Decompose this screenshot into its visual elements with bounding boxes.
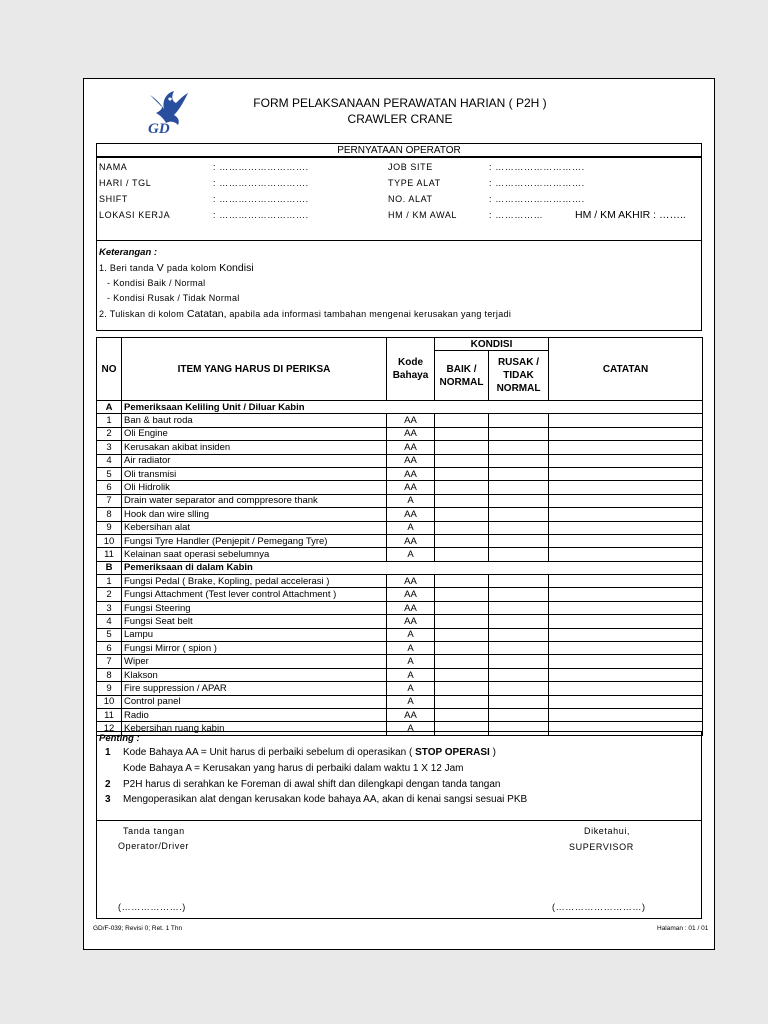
table-row: [97, 414, 703, 427]
section-row: [97, 401, 703, 414]
row-item: Kebersihan alat: [122, 521, 387, 534]
table-row: [97, 467, 703, 480]
header-catatan: CATATAN: [549, 338, 703, 401]
row-number: 7: [97, 655, 122, 668]
row-item: Oli transmisi: [122, 467, 387, 480]
keterangan-box: [96, 240, 702, 331]
row-baik-checkbox[interactable]: [435, 414, 489, 427]
row-kode-bahaya: AA: [387, 588, 435, 601]
row-number: 10: [97, 534, 122, 547]
table-row: [97, 534, 703, 547]
row-rusak-checkbox[interactable]: [489, 615, 549, 628]
penting-title: Penting :: [99, 733, 140, 744]
operator-section-title: PERNYATAAN OPERATOR: [96, 143, 702, 157]
supervisor-signature-blank[interactable]: (………………………): [552, 902, 646, 912]
row-number: 1: [97, 575, 122, 588]
row-item: Air radiator: [122, 454, 387, 467]
row-item: Hook dan wire slling: [122, 508, 387, 521]
shift-label: SHIFT: [99, 194, 128, 204]
penting-number-2: 2: [105, 779, 111, 790]
row-number: 1: [97, 414, 122, 427]
row-baik-checkbox[interactable]: [435, 534, 489, 547]
keterangan-line-4-pre: 2. Tuliskan di kolom: [99, 309, 185, 319]
section-code: B: [97, 561, 122, 574]
row-baik-checkbox[interactable]: [435, 508, 489, 521]
row-catatan-field[interactable]: [549, 508, 703, 521]
keterangan-catatan-word: Catatan,: [186, 308, 227, 320]
hm-akhir-field[interactable]: HM / KM AKHIR : ……..: [575, 209, 686, 221]
row-item: Control panel: [122, 695, 387, 708]
form-page: [83, 78, 715, 950]
signature-box: [96, 820, 702, 919]
penting-line-1-pre: Kode Bahaya AA = Unit harus di perbaiki sebelum di operasikan (: [123, 747, 413, 758]
row-rusak-checkbox[interactable]: [489, 682, 549, 695]
keterangan-v-mark: V: [156, 262, 165, 274]
table-row: [97, 441, 703, 454]
row-kode-bahaya: AA: [387, 441, 435, 454]
row-item: Fungsi Attachment (Test lever control Attachment ): [122, 588, 387, 601]
row-catatan-field[interactable]: [549, 668, 703, 681]
keterangan-line-4: [99, 308, 511, 320]
keterangan-line-3: - Kondisi Rusak / Tidak Normal: [107, 293, 240, 303]
row-item: Kerusakan akibat insiden: [122, 441, 387, 454]
row-catatan-field[interactable]: [549, 534, 703, 547]
table-row: [97, 642, 703, 655]
row-kode-bahaya: AA: [387, 601, 435, 614]
row-catatan-field[interactable]: [549, 628, 703, 641]
form-title: FORM PELAKSANAAN PERAWATAN HARIAN ( P2H ): [253, 96, 547, 110]
row-rusak-checkbox[interactable]: [489, 414, 549, 427]
inspection-table-body: [97, 401, 703, 736]
row-rusak-checkbox[interactable]: [489, 575, 549, 588]
keterangan-title: Keterangan :: [99, 247, 158, 258]
row-rusak-checkbox[interactable]: [489, 534, 549, 547]
row-kode-bahaya: AA: [387, 708, 435, 721]
row-rusak-checkbox[interactable]: [489, 427, 549, 440]
table-row: [97, 588, 703, 601]
row-rusak-checkbox[interactable]: [489, 588, 549, 601]
row-catatan-field[interactable]: [549, 642, 703, 655]
row-kode-bahaya: AA: [387, 615, 435, 628]
row-kode-bahaya: AA: [387, 467, 435, 480]
nama-label: NAMA: [99, 162, 128, 172]
shift-field[interactable]: : ……………………….: [213, 194, 309, 204]
table-row: [97, 508, 703, 521]
row-kode-bahaya: A: [387, 494, 435, 507]
lokasi-kerja-field[interactable]: : ……………………….: [213, 210, 309, 220]
table-row: [97, 668, 703, 681]
hari-tgl-field[interactable]: : ……………………….: [213, 178, 309, 188]
row-item: Fungsi Tyre Handler (Penjepit / Pemegang Tyre): [122, 534, 387, 547]
row-baik-checkbox[interactable]: [435, 427, 489, 440]
row-rusak-checkbox[interactable]: [489, 481, 549, 494]
row-rusak-checkbox[interactable]: [489, 521, 549, 534]
table-row: [97, 708, 703, 721]
row-rusak-checkbox[interactable]: [489, 628, 549, 641]
row-item: Drain water separator and comppresore thank: [122, 494, 387, 507]
operator-signature-blank[interactable]: (……………….): [118, 902, 186, 912]
table-row: [97, 521, 703, 534]
diketahui-label: Diketahui,: [584, 826, 631, 836]
row-catatan-field[interactable]: [549, 427, 703, 440]
row-kode-bahaya: A: [387, 682, 435, 695]
no-alat-field[interactable]: : ……………………….: [489, 194, 585, 204]
row-number: 2: [97, 588, 122, 601]
row-kode-bahaya: A: [387, 548, 435, 561]
penting-line-1-post: ): [492, 747, 496, 758]
row-catatan-field[interactable]: [549, 682, 703, 695]
row-catatan-field[interactable]: [549, 655, 703, 668]
penting-number-3: 3: [105, 794, 111, 805]
row-baik-checkbox[interactable]: [435, 628, 489, 641]
nama-field[interactable]: : ……………………….: [213, 162, 309, 172]
header-baik-normal: BAIK / NORMAL: [435, 351, 489, 401]
row-item: Fungsi Mirror ( spion ): [122, 642, 387, 655]
table-row: [97, 601, 703, 614]
inspection-table: [96, 337, 703, 736]
tanda-tangan-label: Tanda tangan: [123, 826, 185, 836]
row-number: 3: [97, 441, 122, 454]
row-baik-checkbox[interactable]: [435, 642, 489, 655]
row-baik-checkbox[interactable]: [435, 601, 489, 614]
row-catatan-field[interactable]: [549, 521, 703, 534]
row-number: 10: [97, 695, 122, 708]
row-baik-checkbox[interactable]: [435, 615, 489, 628]
section-title: Pemeriksaan di dalam Kabin: [122, 561, 703, 574]
section-code: A: [97, 401, 122, 414]
row-kode-bahaya: AA: [387, 427, 435, 440]
row-kode-bahaya: A: [387, 695, 435, 708]
row-kode-bahaya: AA: [387, 575, 435, 588]
row-item: Fungsi Pedal ( Brake, Kopling, pedal accelerasi ): [122, 575, 387, 588]
table-row: [97, 682, 703, 695]
row-baik-checkbox[interactable]: [435, 481, 489, 494]
row-kode-bahaya: A: [387, 521, 435, 534]
row-baik-checkbox[interactable]: [435, 441, 489, 454]
row-number: 7: [97, 494, 122, 507]
row-number: 6: [97, 481, 122, 494]
row-kode-bahaya: A: [387, 628, 435, 641]
row-number: 9: [97, 682, 122, 695]
penting-box: [96, 731, 702, 821]
row-catatan-field[interactable]: [549, 481, 703, 494]
row-rusak-checkbox[interactable]: [489, 642, 549, 655]
row-kode-bahaya: A: [387, 642, 435, 655]
row-item: Ban & baut roda: [122, 414, 387, 427]
row-baik-checkbox[interactable]: [435, 588, 489, 601]
header-item: ITEM YANG HARUS DI PERIKSA: [122, 338, 387, 401]
row-catatan-field[interactable]: [549, 494, 703, 507]
type-alat-field[interactable]: : ……………………….: [489, 178, 585, 188]
section-title: Pemeriksaan Keliling Unit / Diluar Kabin: [122, 401, 703, 414]
operator-driver-label: Operator/Driver: [118, 841, 190, 851]
row-catatan-field[interactable]: [549, 454, 703, 467]
row-catatan-field[interactable]: [549, 601, 703, 614]
keterangan-line-1-mid: pada kolom: [166, 263, 217, 273]
table-row: [97, 548, 703, 561]
header-kondisi: KONDISI: [435, 338, 549, 351]
row-number: 11: [97, 548, 122, 561]
row-number: 5: [97, 628, 122, 641]
row-baik-checkbox[interactable]: [435, 668, 489, 681]
table-row: [97, 575, 703, 588]
penting-line-2: Kode Bahaya A = Kerusakan yang harus di perbaiki dalam waktu 1 X 12 Jam: [123, 763, 464, 774]
hm-awal-field[interactable]: : ……………: [489, 210, 544, 220]
keterangan-line-1-pre: 1. Beri tanda: [99, 263, 154, 273]
hari-tgl-label: HARI / TGL: [99, 178, 152, 188]
penting-line-4: Mengoperasikan alat dengan kerusakan kode bahaya AA, akan di kenai sangsi sesuai PKB: [123, 794, 528, 805]
row-number: 3: [97, 601, 122, 614]
form-subtitle: CRAWLER CRANE: [347, 112, 453, 126]
row-rusak-checkbox[interactable]: [489, 708, 549, 721]
row-number: 8: [97, 668, 122, 681]
row-item: Kebersihan ruang kabin: [122, 722, 387, 735]
keterangan-kondisi-word: Kondisi: [219, 262, 254, 274]
row-rusak-checkbox[interactable]: [489, 548, 549, 561]
row-baik-checkbox[interactable]: [435, 548, 489, 561]
table-row: [97, 695, 703, 708]
table-row: [97, 427, 703, 440]
row-rusak-checkbox[interactable]: [489, 467, 549, 480]
header-kode-bahaya: Kode Bahaya: [387, 338, 435, 401]
row-rusak-checkbox[interactable]: [489, 655, 549, 668]
type-alat-label: TYPE ALAT: [388, 178, 441, 188]
keterangan-line-2: - Kondisi Baik / Normal: [107, 278, 206, 288]
row-rusak-checkbox[interactable]: [489, 508, 549, 521]
supervisor-label: SUPERVISOR: [569, 842, 634, 852]
row-baik-checkbox[interactable]: [435, 655, 489, 668]
footer-page-number: Halaman : 01 / 01: [657, 925, 709, 932]
row-baik-checkbox[interactable]: [435, 695, 489, 708]
row-catatan-field[interactable]: [549, 695, 703, 708]
row-catatan-field[interactable]: [549, 615, 703, 628]
row-catatan-field[interactable]: [549, 441, 703, 454]
row-catatan-field[interactable]: [549, 467, 703, 480]
keterangan-line-1: [99, 262, 254, 274]
row-baik-checkbox[interactable]: [435, 454, 489, 467]
penting-line-1: [123, 747, 496, 758]
row-number: 2: [97, 427, 122, 440]
table-row: [97, 615, 703, 628]
table-row: [97, 655, 703, 668]
row-number: 11: [97, 708, 122, 721]
row-number: 9: [97, 521, 122, 534]
row-catatan-field[interactable]: [549, 414, 703, 427]
row-item: Kelainan saat operasi sebelumnya: [122, 548, 387, 561]
row-item: Lampu: [122, 628, 387, 641]
penting-number-1: 1: [105, 747, 111, 758]
row-number: 5: [97, 467, 122, 480]
section-row: [97, 561, 703, 574]
row-kode-bahaya: AA: [387, 414, 435, 427]
table-row: [97, 454, 703, 467]
row-item: Oli Engine: [122, 427, 387, 440]
row-catatan-field[interactable]: [549, 588, 703, 601]
table-row: [97, 628, 703, 641]
row-number: 12: [97, 722, 122, 735]
row-kode-bahaya: A: [387, 655, 435, 668]
row-kode-bahaya: AA: [387, 534, 435, 547]
row-number: 4: [97, 615, 122, 628]
row-kode-bahaya: AA: [387, 454, 435, 467]
stop-operasi-text: STOP OPERASI: [415, 747, 490, 758]
row-rusak-checkbox[interactable]: [489, 668, 549, 681]
operator-info-box: [96, 157, 702, 241]
row-rusak-checkbox[interactable]: [489, 494, 549, 507]
row-item: Oli Hidrolik: [122, 481, 387, 494]
row-baik-checkbox[interactable]: [435, 708, 489, 721]
row-baik-checkbox[interactable]: [435, 521, 489, 534]
row-baik-checkbox[interactable]: [435, 467, 489, 480]
lokasi-kerja-label: LOKASI KERJA: [99, 210, 171, 220]
penting-line-3: P2H harus di serahkan ke Foreman di awal shift dan dilengkapi dengan tanda tangan: [123, 779, 501, 790]
keterangan-line-4-post: apabila ada informasi tambahan mengenai kerusakan yang terjadi: [229, 309, 512, 319]
row-number: 6: [97, 642, 122, 655]
row-rusak-checkbox[interactable]: [489, 454, 549, 467]
row-rusak-checkbox[interactable]: [489, 695, 549, 708]
row-catatan-field[interactable]: [549, 708, 703, 721]
logo-text: GD: [148, 121, 170, 137]
row-item: Fungsi Seat belt: [122, 615, 387, 628]
row-number: 4: [97, 454, 122, 467]
job-site-label: JOB SITE: [388, 162, 433, 172]
row-baik-checkbox[interactable]: [435, 682, 489, 695]
no-alat-label: NO. ALAT: [388, 194, 433, 204]
row-kode-bahaya: AA: [387, 508, 435, 521]
row-baik-checkbox[interactable]: [435, 494, 489, 507]
job-site-field[interactable]: : ……………………….: [489, 162, 585, 172]
row-item: Fire suppression / APAR: [122, 682, 387, 695]
header-rusak-tidak-normal: RUSAK / TIDAK NORMAL: [489, 351, 549, 401]
footer-doc-code: GD/F-039; Revisi 0; Ret. 1 Thn: [93, 925, 183, 932]
row-kode-bahaya: AA: [387, 481, 435, 494]
row-rusak-checkbox[interactable]: [489, 601, 549, 614]
row-kode-bahaya: A: [387, 668, 435, 681]
row-baik-checkbox[interactable]: [435, 575, 489, 588]
row-item: Fungsi Steering: [122, 601, 387, 614]
table-row: [97, 494, 703, 507]
row-kode-bahaya: A: [387, 722, 435, 735]
row-number: 8: [97, 508, 122, 521]
row-catatan-field[interactable]: [549, 575, 703, 588]
table-row: [97, 481, 703, 494]
row-item: Klakson: [122, 668, 387, 681]
row-item: Radio: [122, 708, 387, 721]
row-rusak-checkbox[interactable]: [489, 441, 549, 454]
row-item: Wiper: [122, 655, 387, 668]
hm-awal-label: HM / KM AWAL: [388, 210, 458, 220]
header-no: NO: [97, 338, 122, 401]
row-catatan-field[interactable]: [549, 548, 703, 561]
